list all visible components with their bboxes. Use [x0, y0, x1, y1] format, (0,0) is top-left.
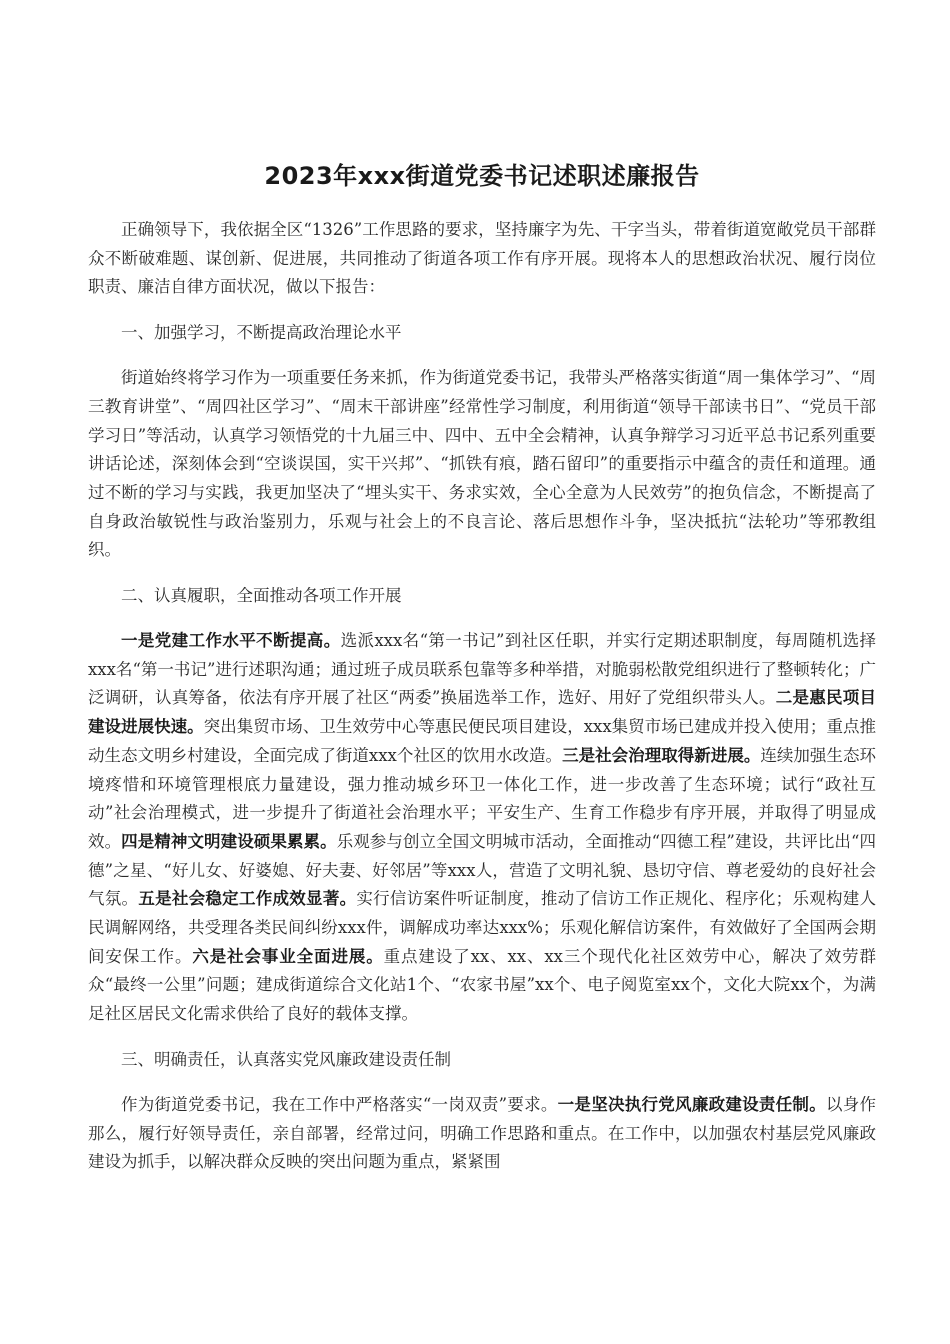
point-4-lead: 四是精神文明建设硕果累累。	[121, 831, 337, 851]
document-title: 2023年xxx街道党委书记述职述廉报告	[264, 162, 700, 190]
section-2-paragraph	[88, 627, 876, 1029]
point-2-lead: 二是惠民项目建设进展快速。	[88, 688, 877, 737]
point-4-text: 乐观参与创立全国文明城市活动，全面推动“四德工程”建设，共评比出“四德”之星、“好儿女、好婆媳、好夫妻、好邻居”等xxx人，营造了文明礼貌、恳切守信、尊老爱幼的良好社会气氛。	[88, 831, 876, 909]
section-2-heading: 二、认真履职，全面推动各项工作开展	[121, 586, 402, 606]
section-3-paragraph	[88, 1091, 876, 1177]
point-6-text: 重点建设了xx、xx、xx三个现代化社区效劳中心，解决了效劳群众“最终一公里”问题；建成街道综合文化站1个、“农家书屋”xx个、电子阅览室xx个，文化大院xx个，为满足社区居民文化需求供给了良好的载体支撑。	[88, 946, 877, 1024]
section-1-heading: 一、加强学习，不断提高政治理论水平	[121, 323, 402, 343]
point-3-text: 连续加强生态环境疼惜和环境管理根底力量建设，强力推动城乡环卫一体化工作，进一步改善了生态环境；试行“政社互动”社会治理模式，进一步提升了街道社会治理水平；平安生产、生育工作稳步有序开展，并取得了明显成效。	[88, 745, 876, 851]
point-1-text: 选派xxx名“第一书记”到社区任职，并实行定期述职制度，每周随机选择xxx名“第一书记”进行述职沟通；通过班子成员联系包靠等多种举措，对脆弱松散党组织进行了整顿转化；广泛调研，认真筹备，依法有序开展了社区“两委”换届选举工作，选好、用好了党组织带头人。	[88, 631, 877, 708]
intro-paragraph: 正确领导下，我依据全区“1326”工作思路的要求，坚持廉字为先、干字当头，带着街道宽敞党员干部群众不断破难题、谋创新、促进展，共同推动了街道各项工作有序开展。现将本人的思想政治状况、履行岗位职责、廉洁自律方面状况，做以下报告：	[88, 220, 876, 297]
section-3-point-1-text: 以身作那么，履行好领导责任，亲自部署，经常过问，明确工作思路和重点。在工作中，以加强农村基层党风廉政建设为抓手，以解决群众反映的突出问题为重点，紧紧围	[88, 1094, 877, 1172]
section-3-point-1-lead: 一是坚决执行党风廉政建设责任制。	[557, 1094, 826, 1114]
point-2-text: 突出集贸市场、卫生效劳中心等惠民便民项目建设，xxx集贸市场已建成并投入使用；重点推动生态文明乡村建设，全面完成了街道xxx个社区的饮用水改造。	[88, 717, 877, 765]
point-5-text: 实行信访案件听证制度，推动了信访工作正规化、程序化；乐观构建人民调解网络，共受理各类民间纠纷xxx件，调解成功率达xxx%；乐观化解信访案件，有效做好了全国两会期间安保工作。	[88, 889, 877, 966]
point-6-lead: 六是社会事业全面进展。	[192, 946, 384, 966]
section-1-paragraph: 街道始终将学习作为一项重要任务来抓，作为街道党委书记，我带头严格落实街道“周一集体学习”、“周三教育讲堂”、“周四社区学习”、“周末干部讲座”经常性学习制度，利用街道“领导干部读书日”、“党员干部学习日”等活动，认真学习领悟党的十九届三中、四中、五中全会精神，认真争辩学习习近平总书记系列重要讲话论述，深刻体会到“空谈误国，实干兴邦”、“抓铁有痕，踏石留印”的重要指示中蕴含的责任和道理。通过不断的学习与实践，我更加坚决了“埋头实干、务求实效，全心全意为人民效劳”的抱负信念，不断提高了自身政治敏锐性与政治鉴别力，乐观与社会上的不良言论、落后思想作斗争，坚决抵抗“法轮功”等邪教组织。	[88, 368, 876, 560]
section-3-intro-text: 作为街道党委书记，我在工作中严格落实“一岗双责”要求。	[121, 1094, 558, 1114]
point-1-lead: 一是党建工作水平不断提高。	[121, 631, 341, 651]
point-3-lead: 三是社会治理取得新进展。	[562, 745, 761, 765]
point-5-lead: 五是社会稳定工作成效显著。	[138, 889, 357, 909]
document-body	[88, 150, 876, 1177]
section-3-heading: 三、明确责任，认真落实党风廉政建设责任制	[121, 1049, 451, 1069]
